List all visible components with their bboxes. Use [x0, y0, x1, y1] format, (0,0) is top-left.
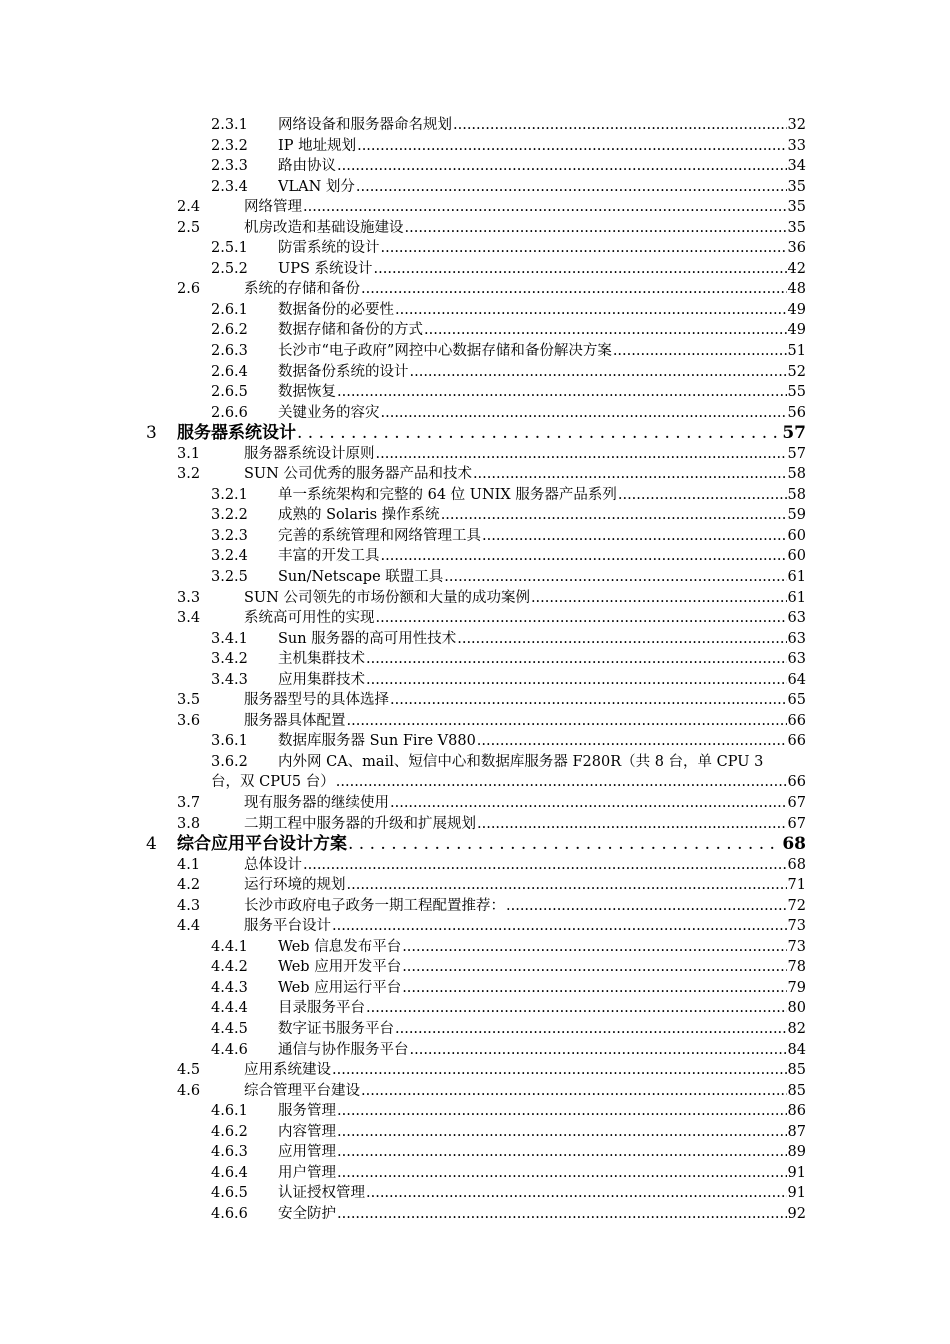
toc-entry[interactable] [0, 197, 950, 218]
toc-entry-page: 32 [787, 117, 806, 133]
toc-entry-page: 67 [787, 815, 806, 832]
dot-leader [390, 793, 787, 814]
toc-entry-title: 服务管理 [278, 1103, 336, 1120]
toc-entry-page: 55 [787, 384, 806, 401]
toc-entry-number: 4.4 [177, 918, 201, 935]
toc-entry[interactable] [0, 937, 950, 958]
toc-entry-page: 71 [787, 877, 806, 894]
toc-entry-title: Sun/Netscape 联盟工具 [278, 569, 444, 586]
toc-entry-page: 35 [787, 219, 806, 236]
dot-leader [361, 1081, 787, 1102]
dot-leader [395, 1019, 787, 1040]
toc-entry-number: 3.6.2 [211, 753, 248, 770]
toc-entry-number: 3.2.1 [211, 486, 248, 503]
toc-entry-page: 91 [787, 1164, 806, 1181]
toc-entry-title: SUN 公司优秀的服务器产品和技术 [244, 466, 472, 483]
toc-entry-number: 4.1 [177, 856, 201, 873]
toc-entry-title: 运行环境的规划 [244, 877, 346, 894]
toc-entry[interactable] [0, 177, 950, 198]
dot-leader [381, 238, 787, 259]
toc-entry[interactable] [0, 444, 950, 465]
toc-entry-number: 4.4.2 [211, 959, 248, 976]
dot-leader [297, 423, 781, 444]
toc-entry[interactable] [0, 834, 950, 855]
toc-entry-title: 安全防护 [278, 1205, 336, 1222]
dot-leader [506, 896, 787, 917]
dot-leader [303, 855, 787, 876]
toc-entry[interactable] [0, 814, 950, 835]
toc-entry-page: 86 [787, 1103, 806, 1120]
dot-leader [457, 629, 786, 650]
toc-entry-page: 80 [787, 1000, 806, 1017]
toc-entry-number: 2.6.4 [211, 363, 248, 380]
toc-entry-page: 57 [787, 445, 806, 462]
dot-leader [402, 957, 786, 978]
dot-leader [402, 978, 786, 999]
toc-entry-number: 4.6.1 [211, 1103, 248, 1120]
dot-leader [410, 362, 787, 383]
dot-leader [395, 300, 787, 321]
toc-entry-title: VLAN 划分 [278, 178, 355, 195]
toc-entry-number: 4.4.1 [211, 938, 248, 955]
toc-entry-number: 4.4.6 [211, 1041, 248, 1058]
toc-entry-number: 2.6 [177, 281, 201, 298]
toc-entry-title: 服务平台设计 [244, 918, 331, 935]
toc-entry-title: 服务器具体配置 [244, 712, 346, 729]
toc-entry-title: 数据存储和备份的方式 [278, 322, 423, 339]
toc-entry-page: 58 [787, 486, 806, 503]
toc-entry-number: 3.1 [177, 445, 201, 462]
toc-entry-number: 2.6.1 [211, 301, 248, 318]
toc-entry-title: 内外网 CA、mail、短信中心和数据库服务器 F280R（共 8 台，单 CPU 3 [278, 753, 764, 770]
dot-leader [332, 1060, 787, 1081]
toc-entry[interactable] [0, 1183, 950, 1204]
toc-entry-title: 完善的系统管理和网络管理工具 [278, 527, 481, 544]
toc-entry-page: 63 [787, 610, 806, 627]
toc-entry[interactable] [0, 998, 950, 1019]
toc-entry-title: 应用管理 [278, 1144, 336, 1161]
toc-entry[interactable] [0, 690, 950, 711]
toc-entry[interactable] [0, 403, 950, 424]
toc-entry-page: 73 [787, 938, 806, 955]
toc-entry-title: 长沙市“电子政府”网控中心数据存储和备份解决方案 [278, 343, 612, 360]
toc-entry-title: 关键业务的容灾 [278, 404, 380, 421]
toc-entry-title: 路由协议 [278, 158, 336, 175]
toc-entry-page: 63 [787, 651, 806, 668]
toc-entry-page: 61 [787, 569, 806, 586]
dot-leader [531, 588, 787, 609]
toc-entry-number: 3.4.2 [211, 651, 248, 668]
toc-entry-page: 36 [787, 240, 806, 257]
dot-leader [424, 320, 787, 341]
toc-entry-title: 数据备份的必要性 [278, 301, 394, 318]
toc-entry-number: 3.2.4 [211, 548, 248, 565]
dot-leader [366, 670, 787, 691]
toc-entry-number: 2.3.3 [211, 158, 248, 175]
dot-leader [381, 403, 787, 424]
toc-entry[interactable] [0, 731, 950, 752]
toc-entry-title: 用户管理 [278, 1164, 336, 1181]
toc-entry[interactable] [0, 341, 950, 362]
toc-entry[interactable] [0, 320, 950, 341]
toc-entry-page: 67 [787, 794, 806, 811]
toc-entry-number: 3.2 [177, 466, 201, 483]
toc-entry-page: 52 [787, 363, 806, 380]
dot-leader [366, 998, 787, 1019]
toc-entry-number: 2.6.6 [211, 404, 248, 421]
toc-entry-number: 4.4.4 [211, 1000, 248, 1017]
toc-entry-title: 服务器系统设计 [177, 423, 296, 444]
toc-entry-title: 综合应用平台设计方案 [177, 834, 347, 855]
toc-entry-page: 79 [787, 979, 806, 996]
toc-entry[interactable] [0, 608, 950, 629]
toc-entry-title: 目录服务平台 [278, 1000, 365, 1017]
dot-leader [337, 1204, 787, 1225]
toc-entry-number: 4.4.3 [211, 979, 248, 996]
toc-entry-page: 72 [787, 897, 806, 914]
dot-leader [332, 916, 787, 937]
toc-entry-number: 3.5 [177, 692, 201, 709]
toc-entry-page: 91 [787, 1185, 806, 1202]
toc-entry-title: 网络管理 [244, 199, 302, 216]
toc-entry-title: IP 地址规划 [278, 137, 357, 154]
toc-entry-number: 4 [146, 834, 157, 855]
toc-entry-number: 3.2.5 [211, 569, 248, 586]
toc-entry-page: 63 [787, 630, 806, 647]
toc-entry-number: 3.4.1 [211, 630, 248, 647]
toc-entry-number: 2.5 [177, 219, 201, 236]
dot-leader [613, 341, 787, 362]
table-of-contents [0, 115, 950, 1224]
toc-entry-page: 60 [787, 527, 806, 544]
toc-entry-title: 防雷系统的设计 [278, 240, 380, 257]
toc-entry-page: 49 [787, 322, 806, 339]
toc-entry[interactable] [0, 752, 950, 793]
toc-entry-number: 3.8 [177, 815, 201, 832]
toc-entry-page: 66 [787, 774, 806, 791]
toc-entry-page: 64 [787, 671, 806, 688]
toc-entry[interactable] [0, 259, 950, 280]
toc-entry-number: 3.2.2 [211, 507, 248, 524]
toc-entry-number: 3.6.1 [211, 733, 248, 750]
toc-entry-page: 85 [787, 1082, 806, 1099]
toc-entry[interactable] [0, 670, 950, 691]
toc-entry-page: 65 [787, 692, 806, 709]
toc-entry-number: 3.2.3 [211, 527, 248, 544]
toc-entry-title: Web 应用运行平台 [278, 979, 402, 996]
toc-entry-number: 2.5.1 [211, 240, 248, 257]
dot-leader [348, 834, 781, 855]
toc-entry-page: 60 [787, 548, 806, 565]
toc-entry[interactable] [0, 279, 950, 300]
toc-entry-title: SUN 公司领先的市场份额和大量的成功案例 [244, 589, 530, 606]
toc-entry-number: 2.3.2 [211, 137, 248, 154]
toc-entry-page: 92 [787, 1205, 806, 1222]
dot-leader [337, 1101, 787, 1122]
toc-entry-title: 数据库服务器 Sun Fire V880 [278, 733, 476, 750]
toc-entry-title: 内容管理 [278, 1123, 336, 1140]
toc-entry-title: 长沙市政府电子政务一期工程配置推荐： [244, 897, 505, 914]
toc-entry[interactable] [0, 546, 950, 567]
toc-entry-title-continued: 台，双 CPU5 台） [211, 774, 335, 791]
toc-entry-title: 数据备份系统的设计 [278, 363, 409, 380]
toc-entry[interactable] [0, 423, 950, 444]
dot-leader [376, 608, 787, 629]
toc-entry[interactable] [0, 1163, 950, 1184]
dot-leader [361, 279, 787, 300]
toc-entry-number: 3 [146, 423, 157, 444]
dot-leader [337, 1163, 787, 1184]
toc-entry-title: 服务器型号的具体选择 [244, 692, 389, 709]
toc-entry-number: 4.2 [177, 877, 201, 894]
dot-leader [410, 1040, 787, 1061]
dot-leader [357, 136, 786, 157]
toc-entry-page: 78 [787, 959, 806, 976]
toc-entry[interactable] [0, 855, 950, 876]
toc-entry[interactable] [0, 567, 950, 588]
toc-entry-page: 85 [787, 1062, 806, 1079]
toc-entry[interactable] [0, 1019, 950, 1040]
toc-entry[interactable] [0, 1122, 950, 1143]
toc-entry-page: 87 [787, 1123, 806, 1140]
toc-entry-page: 49 [787, 301, 806, 318]
toc-entry-number: 4.3 [177, 897, 201, 914]
toc-entry-title: 总体设计 [244, 856, 302, 873]
toc-entry[interactable] [0, 382, 950, 403]
toc-entry[interactable] [0, 136, 950, 157]
toc-entry[interactable] [0, 300, 950, 321]
toc-entry-page: 33 [787, 137, 806, 154]
toc-entry[interactable] [0, 629, 950, 650]
dot-leader [347, 711, 787, 732]
toc-entry-title: 成熟的 Solaris 操作系统 [278, 507, 440, 524]
toc-entry-number: 4.6.5 [211, 1185, 248, 1202]
toc-entry-title: 主机集群技术 [278, 651, 365, 668]
toc-entry-page: 66 [787, 712, 806, 729]
toc-entry-number: 4.6 [177, 1082, 201, 1099]
dot-leader [366, 649, 787, 670]
toc-entry-title: 应用集群技术 [278, 671, 365, 688]
dot-leader [405, 218, 787, 239]
dot-leader [473, 464, 787, 485]
toc-entry[interactable] [0, 711, 950, 732]
toc-entry-page: 73 [787, 918, 806, 935]
toc-entry-page: 57 [782, 423, 806, 444]
toc-entry[interactable] [0, 793, 950, 814]
toc-entry-title: UPS 系统设计 [278, 260, 373, 277]
toc-entry-number: 3.4.3 [211, 671, 248, 688]
toc-entry-number: 2.6.3 [211, 343, 248, 360]
toc-entry-page: 89 [787, 1144, 806, 1161]
toc-entry-number: 4.6.3 [211, 1144, 248, 1161]
toc-entry-number: 4.6.4 [211, 1164, 248, 1181]
toc-entry[interactable] [0, 156, 950, 177]
toc-entry[interactable] [0, 218, 950, 239]
toc-entry[interactable] [0, 978, 950, 999]
toc-entry-title: 认证授权管理 [278, 1185, 365, 1202]
toc-entry[interactable] [0, 588, 950, 609]
toc-entry-title: 数据恢复 [278, 384, 336, 401]
dot-leader [337, 1122, 787, 1143]
dot-leader [402, 937, 786, 958]
dot-leader [337, 1142, 787, 1163]
toc-entry-title: Web 应用开发平台 [278, 959, 402, 976]
toc-entry[interactable] [0, 1101, 950, 1122]
dot-leader [477, 731, 787, 752]
toc-entry-number: 2.4 [177, 199, 201, 216]
dot-leader [453, 115, 787, 136]
toc-entry-page: 66 [787, 733, 806, 750]
toc-entry[interactable] [0, 896, 950, 917]
dot-leader [477, 814, 787, 835]
toc-entry-page: 58 [787, 466, 806, 483]
toc-entry-number: 3.6 [177, 712, 201, 729]
toc-entry-title: Web 信息发布平台 [278, 938, 402, 955]
toc-entry-number: 2.3.1 [211, 117, 248, 133]
toc-entry[interactable] [0, 1060, 950, 1081]
toc-entry-title: 单一系统架构和完整的 64 位 UNIX 服务器产品系列 [278, 486, 617, 503]
dot-leader [356, 177, 787, 198]
toc-entry[interactable] [0, 875, 950, 896]
toc-entry-number: 3.4 [177, 610, 201, 627]
toc-entry-page: 68 [782, 834, 806, 855]
toc-entry-title: 数字证书服务平台 [278, 1020, 394, 1037]
dot-leader [376, 444, 787, 465]
toc-entry-page: 84 [787, 1041, 806, 1058]
toc-entry-page: 56 [787, 404, 806, 421]
dot-leader [336, 772, 787, 793]
dot-leader [303, 197, 787, 218]
toc-entry-number: 4.6.2 [211, 1123, 248, 1140]
toc-entry-number: 4.6.6 [211, 1205, 248, 1222]
toc-entry-title: 系统的存储和备份 [244, 281, 360, 298]
toc-entry[interactable] [0, 1142, 950, 1163]
dot-leader [366, 1183, 787, 1204]
toc-entry[interactable] [0, 1040, 950, 1061]
toc-entry-page: 68 [787, 856, 806, 873]
dot-leader [381, 546, 787, 567]
toc-entry[interactable] [0, 649, 950, 670]
toc-entry-title: 通信与协作服务平台 [278, 1041, 409, 1058]
toc-entry-title: 机房改造和基础设施建设 [244, 219, 404, 236]
dot-leader [337, 382, 787, 403]
dot-leader [444, 567, 786, 588]
toc-entry-number: 2.6.2 [211, 322, 248, 339]
toc-entry-number: 4.4.5 [211, 1020, 248, 1037]
toc-entry-page: 48 [787, 281, 806, 298]
toc-entry-title: 丰富的开发工具 [278, 548, 380, 565]
toc-entry-number: 3.7 [177, 794, 201, 811]
toc-entry[interactable] [0, 957, 950, 978]
toc-entry-title: 综合管理平台建设 [244, 1082, 360, 1099]
toc-entry[interactable] [0, 1081, 950, 1102]
dot-leader [337, 156, 787, 177]
toc-entry[interactable] [0, 464, 950, 485]
toc-entry-number: 2.5.2 [211, 260, 248, 277]
toc-entry[interactable] [0, 526, 950, 547]
toc-entry-number: 3.3 [177, 589, 201, 606]
toc-entry-title: Sun 服务器的高可用性技术 [278, 630, 457, 647]
toc-entry[interactable] [0, 916, 950, 937]
toc-entry-number: 2.3.4 [211, 178, 248, 195]
toc-entry[interactable] [0, 485, 950, 506]
toc-entry-title: 二期工程中服务器的升级和扩展规划 [244, 815, 476, 832]
toc-entry-page: 42 [787, 260, 806, 277]
toc-entry-page: 82 [787, 1020, 806, 1037]
dot-leader [390, 690, 787, 711]
toc-entry-number: 4.5 [177, 1062, 201, 1079]
toc-entry[interactable] [0, 362, 950, 383]
toc-entry-page: 35 [787, 199, 806, 216]
dot-leader [482, 526, 787, 547]
toc-entry-page: 59 [787, 507, 806, 524]
toc-entry-page: 34 [787, 158, 806, 175]
dot-leader [374, 259, 787, 280]
toc-entry-title: 现有服务器的继续使用 [244, 794, 389, 811]
toc-entry-page: 61 [787, 589, 806, 606]
toc-entry-page: 51 [787, 343, 806, 360]
toc-entry-page: 35 [787, 178, 806, 195]
toc-entry-title: 网络设备和服务器命名规划 [278, 117, 452, 133]
toc-entry[interactable] [0, 505, 950, 526]
toc-entry-title: 系统高可用性的实现 [244, 610, 375, 627]
toc-entry-title: 服务器系统设计原则 [244, 445, 375, 462]
toc-entry[interactable] [0, 1204, 950, 1225]
dot-leader [347, 875, 787, 896]
toc-entry[interactable] [0, 115, 950, 136]
dot-leader [618, 485, 787, 506]
dot-leader [441, 505, 787, 526]
toc-entry-number: 2.6.5 [211, 384, 248, 401]
toc-entry-title: 应用系统建设 [244, 1062, 331, 1079]
toc-entry[interactable] [0, 238, 950, 259]
